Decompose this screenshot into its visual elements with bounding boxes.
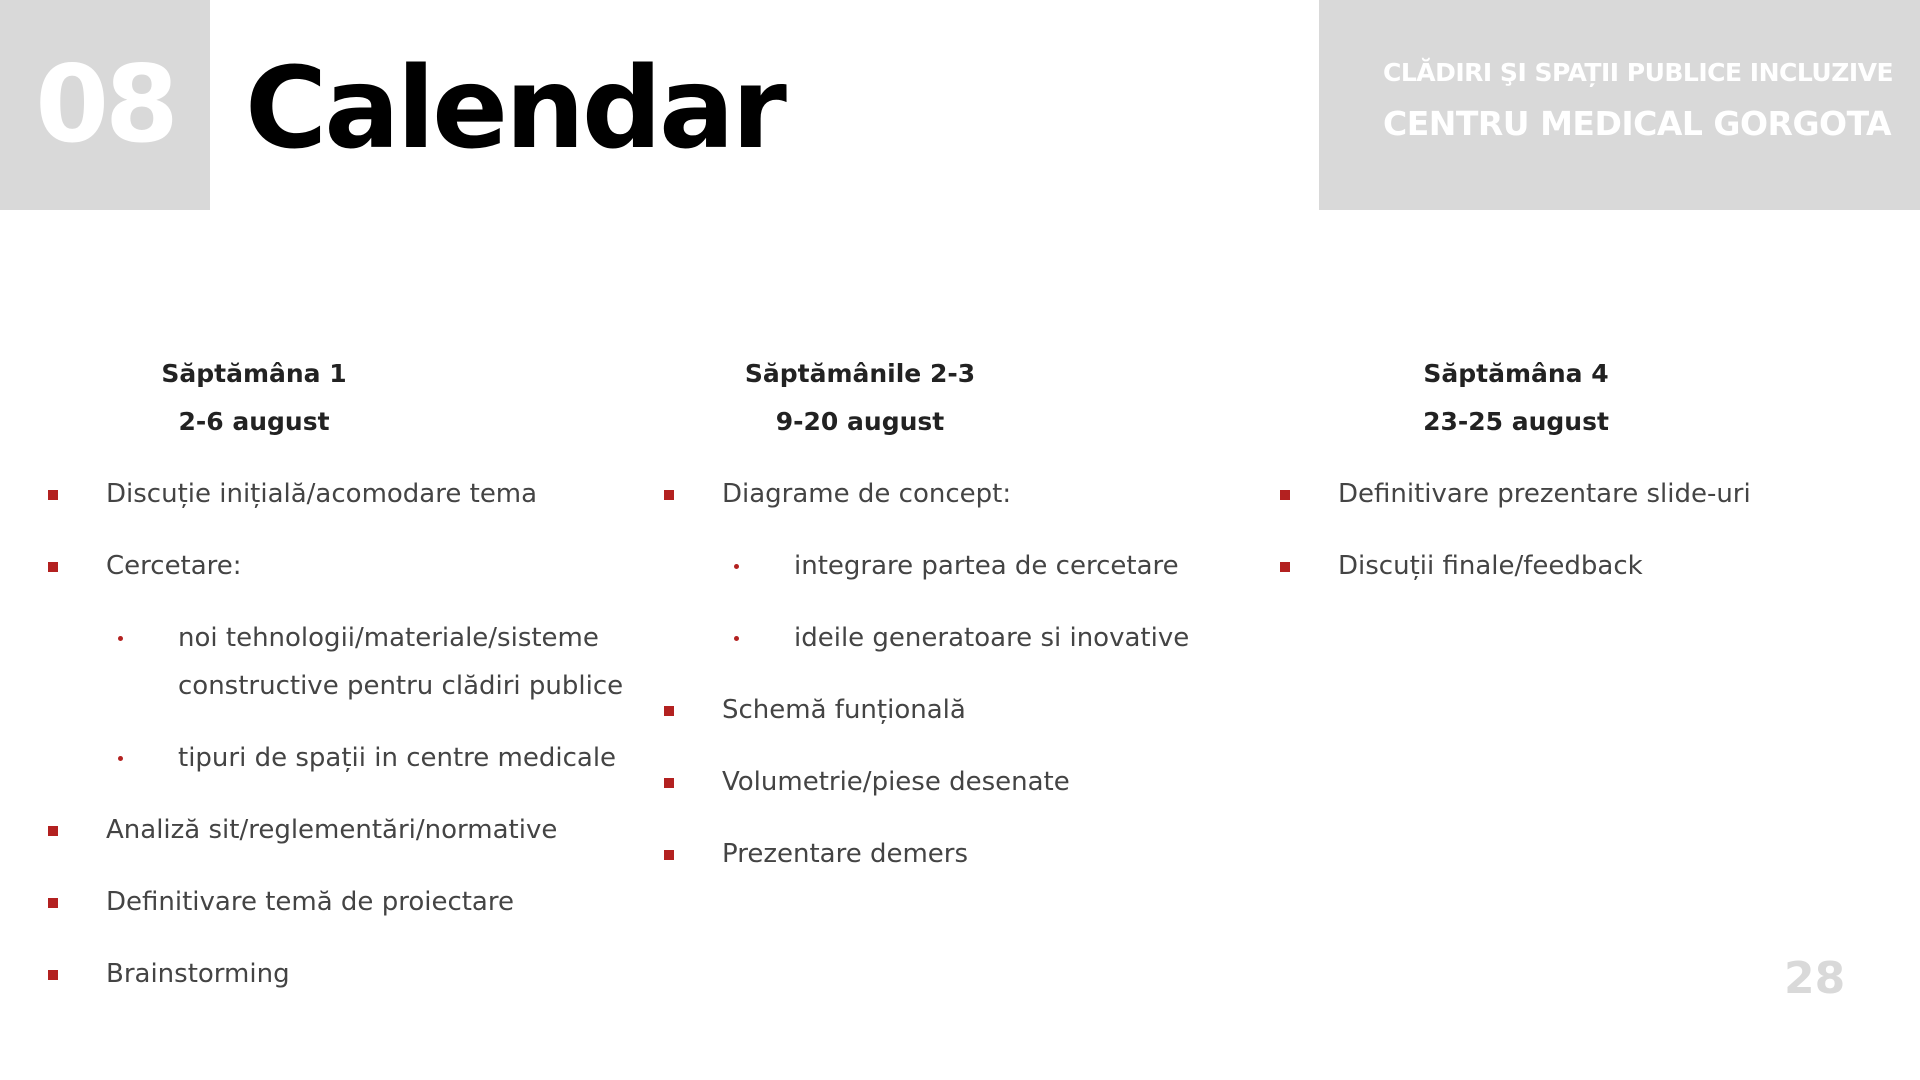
square-bullet-icon: [664, 778, 674, 788]
list-item-text: Discuție inițială/acomodare tema: [106, 479, 538, 509]
week-4-column: [1276, 350, 1876, 614]
square-bullet-icon: [1280, 562, 1290, 572]
project-header: [1319, 0, 1920, 210]
sub-list-item-text: tipuri de spații in centre medicale: [178, 743, 617, 773]
week-1-list: [44, 470, 644, 998]
sub-list-item: [44, 614, 658, 710]
square-bullet-icon: [48, 826, 58, 836]
list-item: [1276, 470, 1876, 518]
week-4-list: [1276, 470, 1876, 590]
section-number-block: [0, 0, 210, 210]
sub-list-item-text: noi tehnologii/materiale/sisteme constructive pentru clădiri publice: [178, 623, 624, 701]
weeks-2-3-dates: 9-20 august: [775, 407, 945, 436]
square-bullet-icon: [48, 898, 58, 908]
list-item-text: Diagrame de concept:: [722, 479, 1012, 509]
list-item-text: Schemă funțională: [722, 695, 966, 725]
list-item: [1276, 542, 1876, 590]
week-4-dates: 23-25 august: [1423, 407, 1609, 436]
square-bullet-icon: [664, 706, 674, 716]
sub-list-item: [660, 614, 1274, 662]
list-item-text: Analiză sit/reglementări/normative: [106, 815, 558, 845]
list-item: [44, 806, 644, 854]
sub-list-item: [44, 734, 658, 782]
list-item-text: Cercetare:: [106, 551, 242, 581]
square-bullet-icon: [48, 562, 58, 572]
square-bullet-icon: [48, 490, 58, 500]
list-item: [44, 542, 644, 590]
list-item-text: Definitivare prezentare slide-uri: [1338, 479, 1751, 509]
list-item-text: Prezentare demers: [722, 839, 969, 869]
list-item: [660, 470, 1260, 518]
square-bullet-icon: [664, 850, 674, 860]
list-item: [44, 470, 644, 518]
sub-list-item-text: ideile generatoare si inovative: [794, 623, 1190, 653]
week-1-dates: 2-6 august: [178, 407, 330, 436]
list-item: [660, 830, 1260, 878]
week-1-column: [44, 350, 644, 1022]
square-bullet-icon: [664, 490, 674, 500]
list-item: [660, 686, 1260, 734]
list-item: [660, 758, 1260, 806]
project-name: CENTRU MEDICAL GORGOTA: [1383, 104, 1892, 143]
dot-bullet-icon: [118, 636, 123, 641]
dot-bullet-icon: [734, 636, 739, 641]
dot-bullet-icon: [734, 564, 739, 569]
list-item-text: Volumetrie/piese desenate: [722, 767, 1070, 797]
square-bullet-icon: [48, 970, 58, 980]
weeks-2-3-column: [660, 350, 1260, 902]
square-bullet-icon: [1280, 490, 1290, 500]
sub-list-item-text: integrare partea de cercetare: [794, 551, 1179, 581]
dot-bullet-icon: [118, 756, 123, 761]
week-1-heading: Săptămâna 1: [161, 359, 347, 388]
list-item-text: Brainstorming: [106, 959, 290, 989]
weeks-2-3-heading: Săptămânile 2-3: [744, 359, 976, 388]
page-number: 28: [1784, 953, 1846, 1004]
page-title: Calendar: [245, 44, 784, 174]
project-subtitle: CLĂDIRI ŞI SPAȚII PUBLICE INCLUZIVE: [1383, 58, 1894, 87]
weeks-2-3-list: [660, 470, 1260, 878]
list-item: [44, 950, 644, 998]
section-number: 08: [35, 43, 175, 166]
week-4-heading: Săptămâna 4: [1423, 359, 1609, 388]
list-item: [44, 878, 644, 926]
list-item-text: Discuții finale/feedback: [1338, 551, 1643, 581]
list-item-text: Definitivare temă de proiectare: [106, 887, 514, 917]
sub-list-item: [660, 542, 1274, 590]
